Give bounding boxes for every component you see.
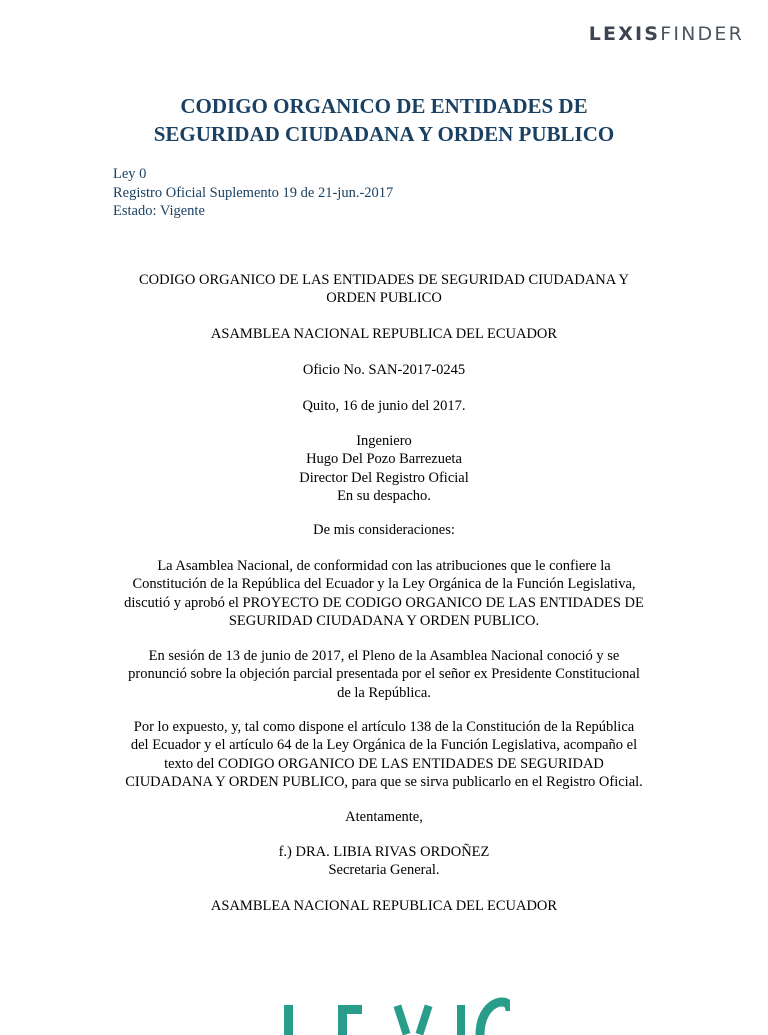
paragraph-1-line-4: SEGURIDAD CIUDADANA Y ORDEN PUBLICO. [228, 612, 540, 629]
meta-registro: Registro Oficial Suplemento 19 de 21-jun.-2017 [113, 184, 394, 201]
signature-block [100, 843, 668, 880]
addressee-line-1: Ingeniero [356, 433, 412, 449]
paragraph-1-line-2: Constitución de la República del Ecuador y la Ley Orgánica de la Función Legislativa, [132, 576, 636, 593]
title-line-1: CODIGO ORGANICO DE ENTIDADES DE [180, 94, 588, 118]
meta-ley: Ley 0 [113, 166, 147, 182]
footer-asamblea-text: ASAMBLEA NACIONAL REPUBLICA DEL ECUADOR [210, 898, 558, 914]
title-line-2: SEGURIDAD CIUDADANA Y ORDEN PUBLICO [153, 122, 615, 146]
asamblea-header [100, 325, 668, 343]
meta-estado: Estado: Vigente [113, 203, 205, 219]
addressee-block [100, 432, 668, 505]
paragraph-3-line-4: CIUDADANA Y ORDEN PUBLICO, para que se sirva publicarlo en el Registro Oficial. [125, 773, 643, 790]
footer-asamblea [100, 897, 668, 915]
paragraph-3-line-3: texto del CODIGO ORGANICO DE LAS ENTIDADES DE SEGURIDAD [164, 755, 604, 772]
date-line [100, 397, 668, 415]
paragraph-1-line-1: La Asamblea Nacional, de conformidad con las atribuciones que le confiere la [157, 558, 611, 574]
paragraph-3-line-2: del Ecuador y el artículo 64 de la Ley Orgánica de la Función Legislativa, acompaño el [130, 737, 638, 754]
paragraph-3-line-1: Por lo expuesto, y, tal como dispone el artículo 138 de la Constitución de la República [133, 719, 635, 735]
paragraph-1 [100, 557, 668, 630]
paragraph-1-line-3: discutió y aprobó el PROYECTO DE CODIGO ORGANICO DE LAS ENTIDADES DE [124, 594, 644, 611]
addressee-line-2: Hugo Del Pozo Barrezueta [306, 451, 462, 468]
signature-line-1: f.) DRA. LIBIA RIVAS ORDOÑEZ [278, 844, 490, 860]
logo-part-finder: FINDER [660, 23, 744, 45]
addressee-line-4: En su despacho. [337, 487, 431, 504]
fecha-text: Quito, 16 de junio del 2017. [302, 398, 466, 414]
heading-line-1: CODIGO ORGANICO DE LAS ENTIDADES DE SEGURIDAD CIUDADANA Y [138, 272, 630, 288]
heading-line-2: ORDEN PUBLICO [326, 290, 442, 307]
document-meta [113, 165, 393, 221]
oficio-text: Oficio No. SAN-2017-0245 [302, 362, 466, 378]
paragraph-2 [100, 647, 668, 702]
document-heading [100, 271, 668, 308]
paragraph-2-line-3: de la República. [337, 684, 431, 701]
paragraph-2-line-2: pronunció sobre la objeción parcial presentada por el señor ex Presidente Constitucional [128, 666, 640, 683]
paragraph-2-line-1: En sesión de 13 de junio de 2017, el Pleno de la Asamblea Nacional conoció y se [148, 648, 620, 664]
closing [100, 808, 668, 826]
lexis-logo-watermark-icon [270, 995, 510, 1035]
greeting [100, 521, 668, 539]
oficio-number [100, 361, 668, 379]
signature-line-2: Secretaria General. [328, 862, 440, 879]
addressee-line-3: Director Del Registro Oficial [299, 469, 469, 486]
logo-part-lexis: LEXIS [588, 23, 661, 45]
page-title [0, 92, 768, 148]
lexisfinder-logo[interactable] [589, 23, 744, 45]
greeting-text: De mis consideraciones: [313, 522, 455, 538]
asamblea-text: ASAMBLEA NACIONAL REPUBLICA DEL ECUADOR [210, 326, 558, 342]
paragraph-3 [100, 718, 668, 791]
closing-text: Atentamente, [345, 809, 423, 825]
